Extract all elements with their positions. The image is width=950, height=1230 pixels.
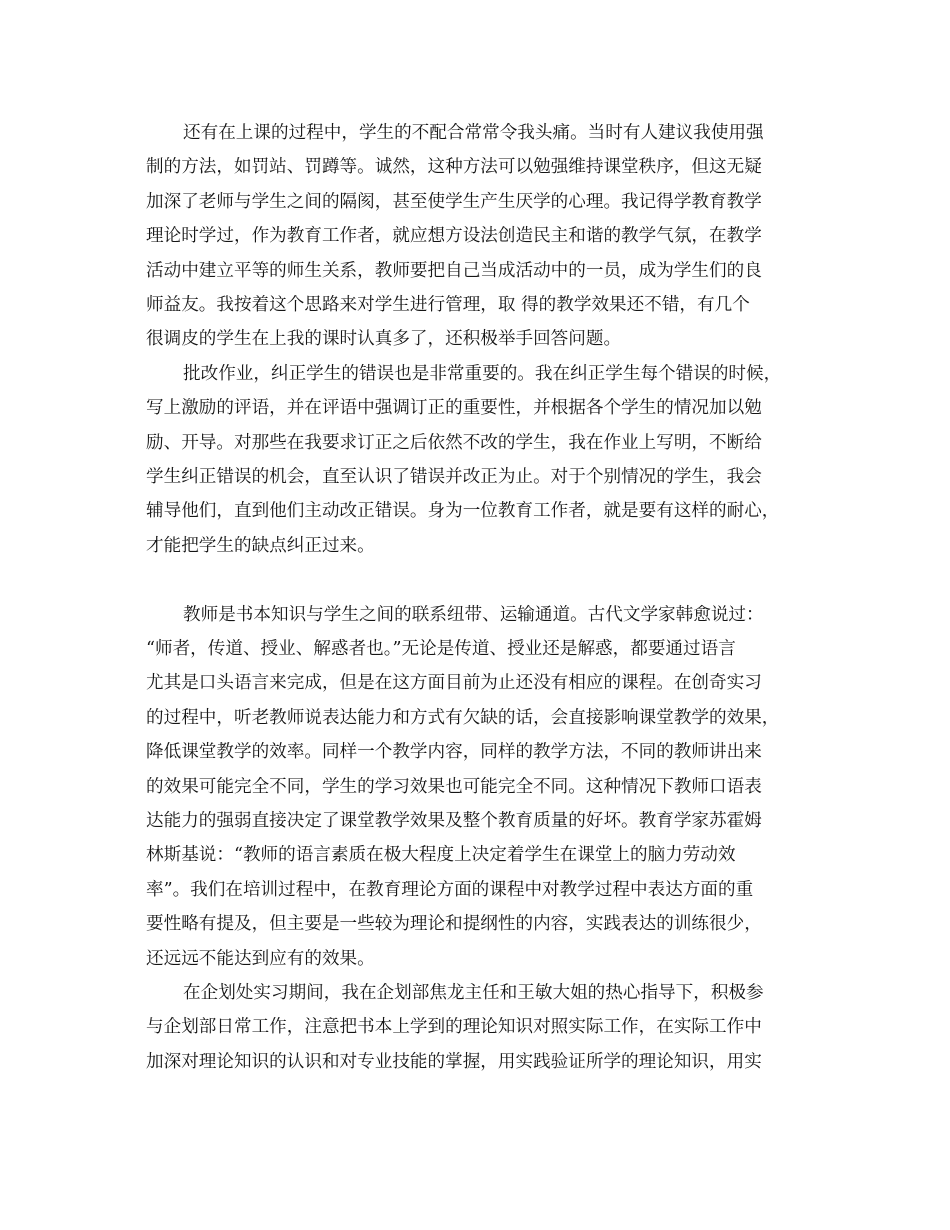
paragraph-1-line-2: 制的方法，如罚站、罚蹲等。诚然，这种方法可以勉强维持课堂秩序，但这无疑 [146, 157, 762, 178]
paragraph-4-line-1: 在企划处实习期间，我在企划部焦龙主任和王敏大姐的热心指导下，积极参 [183, 983, 764, 1003]
paragraph-3-line-4: 的过程中，听老教师说表达能力和方式有欠缺的话，会直接影响课堂教学的效果， [146, 707, 780, 728]
paragraph-3-line-6: 的效果可能完全不同，学生的学习效果也可能完全不同。这种情况下教师口语表 [146, 776, 762, 797]
paragraph-3-line-8: 林斯基说：“教师的语言素质在极大程度上决定着学生在课堂上的脑力劳动效 [146, 845, 736, 866]
paragraph-2-line-1: 批改作业，纠正学生的错误也是非常重要的。我在纠正学生每个错误的时候， [183, 363, 782, 384]
paragraph-3-line-3: 尤其是口头语言来完成，但是在这方面目前为止还没有相应的课程。在创奇实习 [146, 673, 762, 694]
paragraph-2-line-3: 励、开导。对那些在我要求订正之后依然不改的学生，我在作业上写明，不断给 [146, 432, 762, 453]
paragraph-1-line-7: 很调皮的学生在上我的课时认真多了，还积极举手回答问题。 [146, 329, 622, 350]
paragraph-1-line-3: 加深了老师与学生之间的隔阂，甚至使学生产生厌学的心理。我记得学教育教学 [146, 191, 762, 212]
paragraph-3-line-9: 率”。我们在培训过程中，在教育理论方面的课程中对教学过程中表达方面的重 [146, 879, 754, 900]
paragraph-2-line-5: 辅导他们，直到他们主动改正错误。身为一位教育工作者，就是要有这样的耐心， [146, 501, 780, 522]
paragraph-2-line-6: 才能把学生的缺点纠正过来。 [146, 535, 375, 556]
paragraph-3-line-1: 教师是书本知识与学生之间的联系纽带、运输通道。古代文学家韩愈说过： [183, 604, 764, 625]
paragraph-3-line-5: 降低课堂教学的效率。同样一个教学内容，同样的教学方法，不同的教师讲出来 [146, 742, 762, 763]
paragraph-3-line-2: “师者，传道、授业、解惑者也。”无论是传道、授业还是解惑，都要通过语言 [146, 639, 736, 659]
paragraph-4-line-2: 与企划部日常工作，注意把书本上学到的理论知识对照实际工作，在实际工作中 [146, 1017, 762, 1038]
paragraph-1-line-4: 理论时学过，作为教育工作者，就应想方设法创造民主和谐的教学气氛，在教学 [146, 226, 762, 247]
paragraph-3-line-7: 达能力的强弱直接决定了课堂教学效果及整个教育质量的好坏。教育学家苏霍姆 [146, 811, 762, 831]
paragraph-3-line-10: 要性略有提及，但主要是一些较为理论和提纲性的内容，实践表达的训练很少， [146, 914, 762, 935]
paragraph-1-line-6: 师益友。我按着这个思路来对学生进行管理，取 得的教学效果还不错，有几个 [146, 295, 750, 315]
paragraph-1-line-1: 还有在上课的过程中，学生的不配合常常令我头痛。当时有人建议我使用强 [183, 123, 764, 143]
paragraph-4-line-3: 加深对理论知识的认识和对专业技能的掌握，用实践验证所学的理论知识，用实 [146, 1051, 762, 1072]
paragraph-2-line-4: 学生纠正错误的机会，直至认识了错误并改正为止。对于个别情况的学生，我会 [146, 467, 762, 487]
paragraph-2-line-2: 写上激励的评语，并在评语中强调订正的重要性，并根据各个学生的情况加以勉 [146, 398, 762, 419]
paragraph-3-line-11: 还远远不能达到应有的效果。 [146, 948, 375, 969]
paragraph-1-line-5: 活动中建立平等的师生关系，教师要把自己当成活动中的一员，成为学生们的良 [146, 260, 762, 281]
